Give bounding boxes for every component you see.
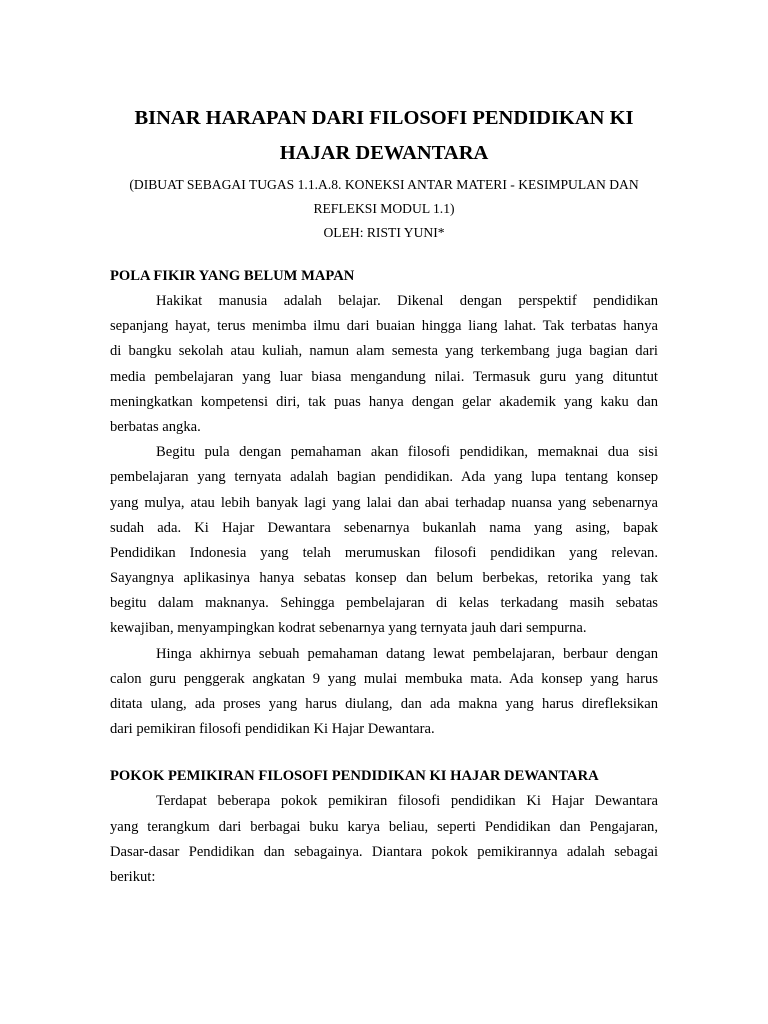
paragraph-line: Hakikat manusia adalah belajar. Dikenal dengan perspektif pendidikan (156, 293, 658, 309)
paragraph-line: berikut: (110, 868, 156, 885)
document-title (110, 101, 658, 171)
paragraph-line: berbatas angka. (110, 418, 201, 435)
document-body (110, 101, 658, 890)
paragraph (110, 289, 658, 440)
paragraph-line: Dasar-dasar Pendidikan dan sebagainya. Diantara pokok pemikirannya adalah sebagai (110, 843, 658, 860)
paragraph-line: calon guru penggerak angkatan 9 yang mulai membuka mata. Ada konsep yang harus (110, 670, 658, 687)
paragraph-line: meningkatkan kompetensi diri, tak puas hanya dengan gelar akademik yang kaku dan (110, 393, 658, 410)
paragraph-line: Sayangnya aplikasinya hanya sebatas konsep dan belum berbekas, retorika yang tak (110, 570, 658, 587)
paragraph (110, 440, 658, 642)
paragraph-line: sepanjang hayat, terus menimba ilmu dari buaian hingga liang lahat. Tak terbatas hanya (110, 318, 658, 335)
paragraph-line: sudah ada. Ki Hajar Dewantara sebenarnya bukanlah nama yang asing, bapak (110, 519, 658, 536)
paragraph-line: ditata ulang, ada proses yang harus diulang, dan ada makna yang harus direfleksikan (110, 696, 658, 712)
title-line: BINAR HARAPAN DARI FILOSOFI PENDIDIKAN KI (134, 107, 634, 129)
subtitle-line: REFLEKSI MODUL 1.1) (313, 201, 455, 216)
paragraph-line: begitu dalam maknanya. Sehingga pembelajaran di kelas terkadang masih sebatas (110, 595, 658, 612)
paragraph-line: di bangku sekolah atau kuliah, namun alam semesta yang terkembang juga bagian dari (110, 343, 658, 360)
section-heading: POKOK PEMIKIRAN FILOSOFI PENDIDIKAN KI HAJAR DEWANTARA (110, 768, 599, 785)
paragraph-line: yang mulya, atau lebih banyak lagi yang lalai dan abai terhadap nuansa yang sebenarnya (110, 494, 658, 511)
paragraph-line: yang terangkum dari berbagai buku karya beliau, seperti Pendidikan dan Pengajaran, (110, 818, 658, 835)
paragraph (110, 642, 658, 743)
subtitle-line: (DIBUAT SEBAGAI TUGAS 1.1.A.8. KONEKSI ANTAR MATERI - KESIMPULAN DAN (129, 177, 639, 192)
paragraph-line: kewajiban, menyampingkan kodrat sebenarnya yang ternyata jauh dari sempurna. (110, 620, 587, 637)
paragraph-line: dari pemikiran filosofi pendidikan Ki Hajar Dewantara. (110, 721, 435, 738)
paragraph-line: Terdapat beberapa pokok pemikiran filosofi pendidikan Ki Hajar Dewantara (156, 793, 658, 810)
paragraph (110, 789, 658, 890)
paragraph-line: media pembelajaran yang luar biasa mengandung nilai. Termasuk guru yang dituntut (110, 368, 658, 385)
paragraph-line: Begitu pula dengan pemahaman akan filosofi pendidikan, memaknai dua sisi (156, 444, 658, 461)
paragraph-line: Pendidikan Indonesia yang telah merumuskan filosofi pendidikan yang relevan. (110, 544, 658, 561)
section-heading: POLA FIKIR YANG BELUM MAPAN (110, 268, 355, 284)
paragraph-line: pembelajaran yang ternyata adalah bagian pendidikan. Ada yang lupa tentang konsep (110, 469, 658, 486)
paragraph-line: Hinga akhirnya sebuah pemahaman datang lewat pembelajaran, berbaur dengan (156, 645, 658, 662)
document-subtitle (110, 173, 658, 221)
title-line: HAJAR DEWANTARA (279, 142, 489, 164)
author-line: OLEH: RISTI YUNI* (323, 225, 445, 240)
